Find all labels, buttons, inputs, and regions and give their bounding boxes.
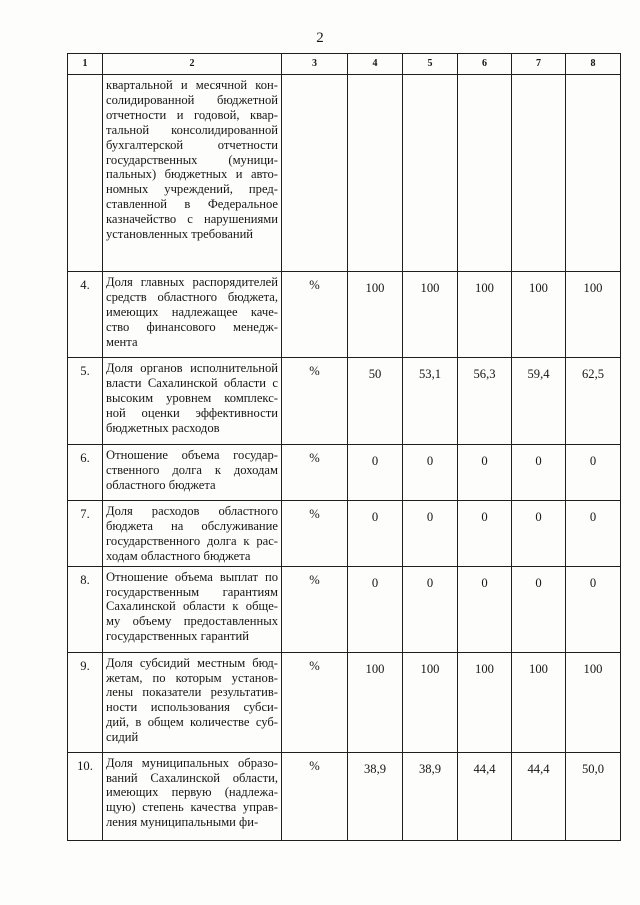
value-cell: 100 [403, 272, 458, 358]
description-line: пальных) бюджетных и авто- [106, 167, 278, 182]
value-cell: 44,4 [458, 752, 512, 840]
description-line: Доля расходов областного [106, 504, 278, 518]
table-row [68, 272, 621, 358]
value-cell: 100 [512, 652, 566, 752]
description-line: ственного долга к доходам [106, 462, 278, 477]
table-row [68, 358, 621, 445]
value-cell [458, 75, 512, 272]
column-header: 2 [103, 54, 282, 75]
value-cell: 44,4 [512, 752, 566, 840]
value-cell [348, 75, 403, 272]
description-line: высоким уровнем комплекс- [106, 390, 278, 405]
header-row [68, 54, 621, 75]
value-cell: 0 [348, 501, 403, 567]
description-line: государственного долга к рас- [106, 533, 278, 548]
value-cell: 100 [566, 272, 621, 358]
indicator-description [103, 75, 282, 272]
indicator-description [103, 566, 282, 652]
column-header: 5 [403, 54, 458, 75]
table-row [68, 75, 621, 272]
value-cell: 0 [566, 566, 621, 652]
value-cell: 59,4 [512, 358, 566, 445]
value-cell: 100 [566, 652, 621, 752]
value-cell [512, 75, 566, 272]
description-line: власти Сахалинской области с [106, 375, 278, 390]
table-row [68, 752, 621, 840]
value-cell: 100 [403, 652, 458, 752]
unit-cell: % [282, 445, 348, 501]
column-header: 7 [512, 54, 566, 75]
value-cell: 100 [512, 272, 566, 358]
description-line: Сахалинской области к обще- [106, 599, 278, 614]
value-cell: 0 [512, 501, 566, 567]
description-line: бюджета на обслуживание [106, 518, 278, 533]
row-number: 8. [68, 566, 103, 652]
unit-cell: % [282, 752, 348, 840]
row-number: 10. [68, 752, 103, 840]
column-header: 8 [566, 54, 621, 75]
description-line: установленных требований [106, 227, 254, 242]
row-number: 6. [68, 445, 103, 501]
description-line: солидированной бюджетной [106, 92, 278, 107]
description-line: лены показатели результатив- [106, 685, 278, 700]
description-line: Доля главных распорядителей [106, 275, 278, 289]
unit-cell: % [282, 501, 348, 567]
value-cell: 56,3 [458, 358, 512, 445]
indicator-description [103, 445, 282, 501]
description-line: Доля субсидий местным бюд- [106, 655, 278, 670]
unit-cell: % [282, 272, 348, 358]
indicator-description [103, 358, 282, 445]
value-cell: 38,9 [348, 752, 403, 840]
value-cell: 62,5 [566, 358, 621, 445]
indicator-description [103, 652, 282, 752]
description-line: мента [106, 334, 138, 349]
column-header: 1 [68, 54, 103, 75]
unit-cell: % [282, 652, 348, 752]
column-header: 3 [282, 54, 348, 75]
row-number: 4. [68, 272, 103, 358]
table-row [68, 445, 621, 501]
value-cell: 0 [458, 445, 512, 501]
unit-cell [282, 75, 348, 272]
value-cell: 0 [348, 566, 403, 652]
description-line: ваний Сахалинской области, [106, 770, 278, 785]
description-line: номных учреждений, пред- [106, 182, 278, 197]
description-line: ставленной в Федеральное [106, 197, 278, 212]
row-number: 7. [68, 501, 103, 567]
indicator-description [103, 272, 282, 358]
description-line: ство финансового менедж- [106, 319, 278, 334]
description-line: государственных (муници- [106, 152, 278, 167]
row-number: 5. [68, 358, 103, 445]
description-line: отчетности и годовой, квар- [106, 107, 278, 122]
description-line: тальной консолидированной [106, 122, 278, 137]
description-line: щую) степень качества управ- [106, 800, 278, 815]
table-row [68, 566, 621, 652]
description-line: ходам областного бюджета [106, 548, 251, 563]
description-line: средств областного бюджета, [106, 289, 278, 304]
description-line: казначейство с нарушениями [106, 212, 278, 227]
value-cell: 0 [348, 445, 403, 501]
value-cell: 0 [512, 445, 566, 501]
row-number [68, 75, 103, 272]
value-cell: 0 [403, 566, 458, 652]
value-cell: 53,1 [403, 358, 458, 445]
unit-cell: % [282, 566, 348, 652]
value-cell: 0 [403, 501, 458, 567]
unit-cell: % [282, 358, 348, 445]
value-cell: 38,9 [403, 752, 458, 840]
value-cell: 0 [458, 501, 512, 567]
description-line: дий, в общем количестве суб- [106, 715, 278, 730]
description-line: ности использования субси- [106, 700, 278, 715]
value-cell: 0 [458, 566, 512, 652]
value-cell: 0 [403, 445, 458, 501]
description-line: жетам, по которым установ- [106, 670, 278, 685]
description-line: имеющих первую (надлежа- [106, 785, 278, 800]
description-line: Доля муниципальных образо- [106, 755, 278, 770]
value-cell [566, 75, 621, 272]
value-cell: 100 [348, 272, 403, 358]
description-line: имеющих надлежащее каче- [106, 304, 278, 319]
value-cell: 100 [458, 652, 512, 752]
value-cell: 0 [512, 566, 566, 652]
column-header: 4 [348, 54, 403, 75]
indicator-description [103, 501, 282, 567]
description-line: государственным гарантиям [106, 584, 278, 599]
description-line: бухгалтерской отчетности [106, 137, 278, 152]
value-cell [403, 75, 458, 272]
column-header: 6 [458, 54, 512, 75]
table-row [68, 652, 621, 752]
description-line: ной оценки эффективности [106, 405, 278, 420]
description-line: Доля органов исполнительной [106, 361, 278, 375]
description-line: Отношение объема государ- [106, 448, 278, 462]
description-line: областного бюджета [106, 477, 216, 492]
description-line: ления муниципальными фи- [106, 815, 259, 830]
value-cell: 50 [348, 358, 403, 445]
indicators-table [67, 53, 621, 841]
value-cell: 50,0 [566, 752, 621, 840]
value-cell: 0 [566, 445, 621, 501]
value-cell: 0 [566, 501, 621, 567]
indicator-description [103, 752, 282, 840]
value-cell: 100 [458, 272, 512, 358]
table-row [68, 501, 621, 567]
description-line: сидий [106, 730, 139, 745]
description-line: государственных гарантий [106, 629, 249, 644]
row-number: 9. [68, 652, 103, 752]
description-line: му объему предоставленных [106, 614, 278, 629]
description-line: бюджетных расходов [106, 420, 220, 435]
value-cell: 100 [348, 652, 403, 752]
page-number: 2 [316, 30, 324, 46]
description-line: Отношение объема выплат по [106, 569, 278, 584]
description-line: квартальной и месячной кон- [106, 78, 278, 92]
